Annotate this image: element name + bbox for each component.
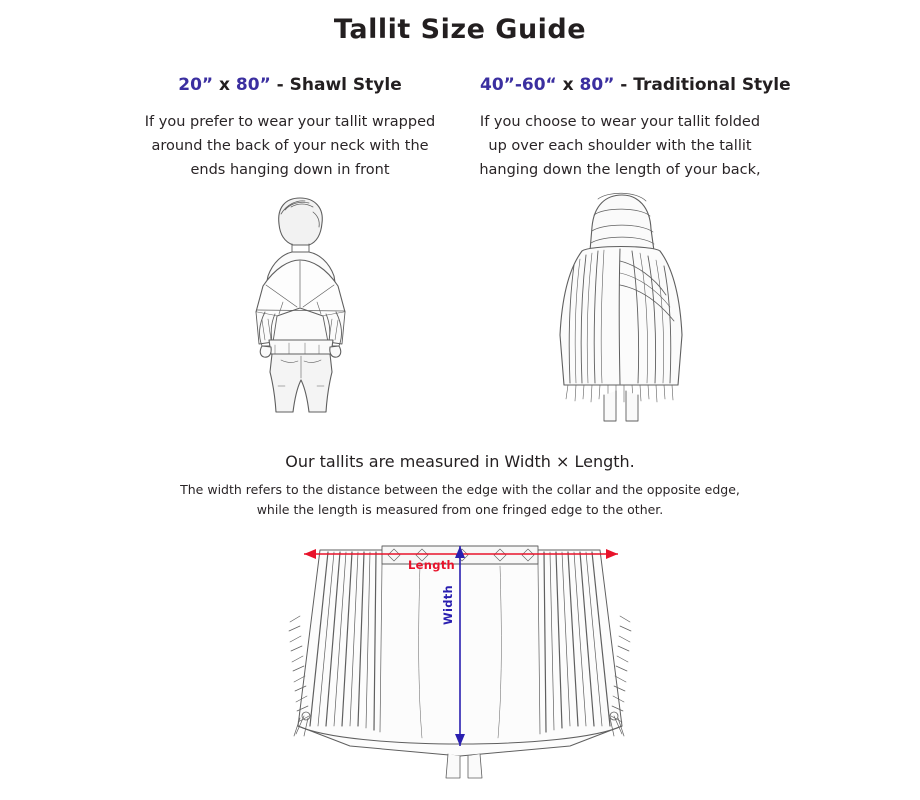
measurement-note: [0, 450, 920, 519]
illustration-tallit-measurements: [270, 520, 650, 790]
shawl-dash: -: [276, 75, 284, 95]
width-arrow-label: Width: [441, 584, 455, 625]
page-title: Tallit Size Guide: [333, 14, 587, 45]
shawl-size-primary: 20”: [178, 75, 214, 95]
shawl-multiply-symbol: x: [219, 75, 230, 95]
traditional-style-description: If you choose to wear your tallit folded up over each shoulder with the tallit hanging down the length of your back,: [479, 114, 761, 178]
measurement-note-sub-line-1: The width refers to the distance between the edge with the collar and the opposite edge,: [180, 482, 740, 497]
traditional-style-name: Traditional Style: [633, 75, 791, 95]
measurement-note-sub-line-2: while the length is measured from one fringed edge to the other.: [256, 502, 664, 517]
illustration-shawl-style: [205, 190, 395, 430]
column-traditional-style: [470, 74, 791, 182]
illustration-traditional-style: [520, 185, 720, 430]
traditional-dash: -: [620, 75, 628, 95]
measurement-note-main: Our tallits are measured in Width × Length.: [285, 452, 635, 471]
traditional-style-heading: [480, 74, 791, 96]
column-shawl-style: [140, 74, 440, 182]
shawl-style-heading: [140, 74, 440, 96]
shawl-style-name: Shawl Style: [289, 75, 402, 95]
length-arrow-label: Length: [408, 558, 456, 572]
traditional-multiply-symbol: x: [562, 75, 574, 95]
traditional-size-secondary: 80”: [579, 75, 615, 95]
traditional-size-primary: 40”-60“: [480, 75, 557, 95]
shawl-style-description: If you prefer to wear your tallit wrapped around the back of your neck with the ends hanging down in front: [144, 114, 436, 178]
shawl-size-secondary: 80”: [235, 75, 271, 95]
